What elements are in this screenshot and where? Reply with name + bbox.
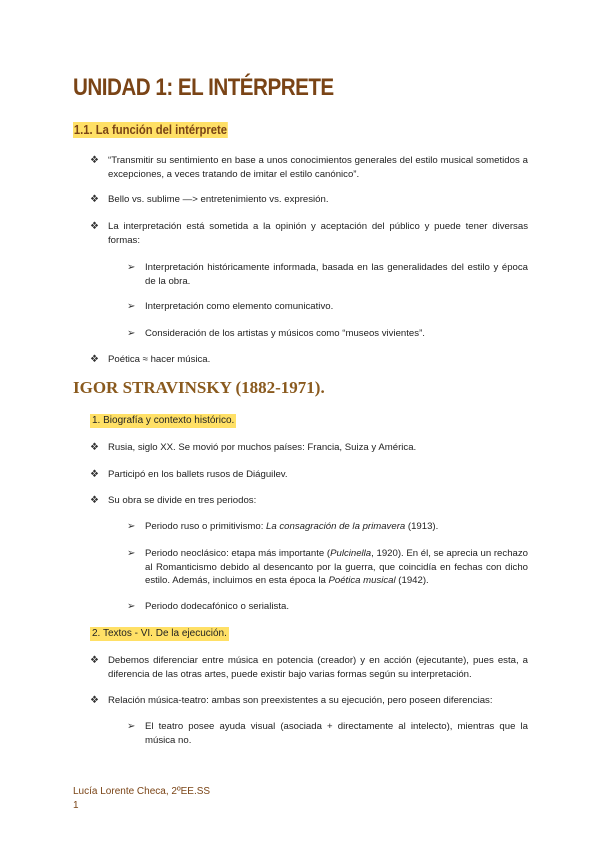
section-heading-function: 1.1. La función del intérprete	[73, 123, 228, 137]
list-item: Poética ≈ hacer música.	[108, 354, 211, 365]
page-title: UNIDAD 1: EL INTÉRPRETE	[73, 74, 334, 101]
list-item: “Transmitir su sentimiento en base a unos conocimientos generales del estilo musical sometidos a excepciones, a veces tratando de imitar el estilo canónico”.	[108, 155, 528, 180]
arrow-bullet-icon: ➢	[127, 521, 136, 532]
subheading-biography: 1. Biografía y contexto histórico.	[92, 415, 235, 426]
period-item: Periodo neoclásico: etapa más importante (Pulcinella, 1920). En él, se aprecia un rechazo al Romanticismo debido al desencanto por la guerra, que coincidía en fechas con dicho estilo. Además, incluimos en esta época la Poética musical (1942).	[145, 548, 528, 586]
list-item: Participó en los ballets rusos de Diáguilev.	[108, 469, 288, 480]
sub-list-item: Interpretación históricamente informada, basada en las generalidades del estilo y época de la obra.	[145, 262, 528, 287]
diamond-bullet-icon: ❖	[90, 194, 99, 205]
diamond-bullet-icon: ❖	[90, 469, 99, 480]
stravinsky-heading: IGOR STRAVINSKY (1882-1971).	[73, 378, 325, 397]
diamond-bullet-icon: ❖	[90, 354, 99, 365]
diamond-bullet-icon: ❖	[90, 442, 99, 453]
sub-list-item: El teatro posee ayuda visual (asociada + directamente al intelecto), mientras que la música no.	[145, 721, 528, 746]
arrow-bullet-icon: ➢	[127, 301, 136, 312]
diamond-bullet-icon: ❖	[90, 495, 99, 506]
arrow-bullet-icon: ➢	[127, 328, 136, 339]
list-item: Debemos diferenciar entre música en potencia (creador) y en acción (ejecutante), pues esta, a diferencia de las otras artes, puede existir bajo varias formas según su interpretación.	[108, 655, 528, 680]
arrow-bullet-icon: ➢	[127, 548, 136, 559]
list-item: Rusia, siglo XX. Se movió por muchos países: Francia, Suiza y América.	[108, 442, 417, 453]
arrow-bullet-icon: ➢	[127, 262, 136, 273]
list-item: Relación música-teatro: ambas son preexistentes a su ejecución, pero poseen diferencias:	[108, 695, 493, 706]
subheading-texts: 2. Textos - VI. De la ejecución.	[92, 628, 227, 639]
footer-author: Lucía Lorente Checa, 2ºEE.SS	[73, 786, 211, 797]
list-item: La interpretación está sometida a la opinión y aceptación del público y puede tener diversas formas:	[108, 221, 528, 246]
period-item: Periodo dodecafónico o serialista.	[145, 601, 289, 612]
diamond-bullet-icon: ❖	[90, 655, 99, 666]
diamond-bullet-icon: ❖	[90, 695, 99, 706]
diamond-bullet-icon: ❖	[90, 155, 99, 166]
list-item: Bello vs. sublime —> entretenimiento vs. expresión.	[108, 194, 329, 205]
diamond-bullet-icon: ❖	[90, 221, 99, 232]
page-number: 1	[73, 800, 79, 811]
sub-list-item: Consideración de los artistas y músicos como “museos vivientes”.	[145, 328, 425, 339]
arrow-bullet-icon: ➢	[127, 601, 136, 612]
list-item: Su obra se divide en tres periodos:	[108, 495, 257, 506]
arrow-bullet-icon: ➢	[127, 721, 136, 732]
sub-list-item: Interpretación como elemento comunicativo.	[145, 301, 334, 312]
period-item: Periodo ruso o primitivismo: La consagración de la primavera (1913).	[145, 521, 439, 532]
